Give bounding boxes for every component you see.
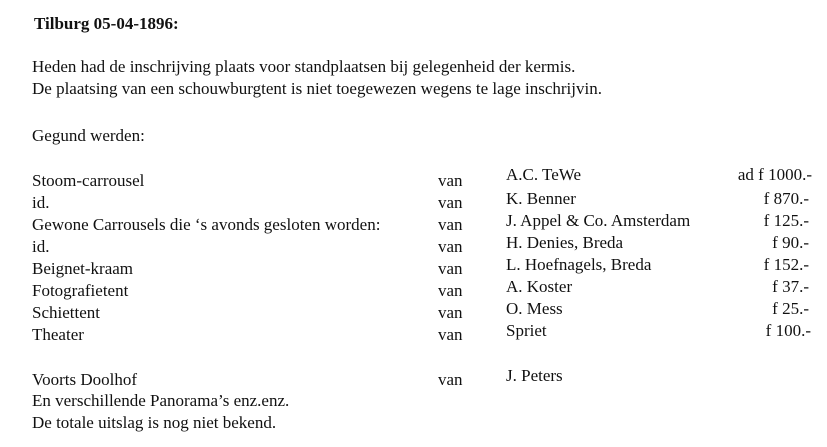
list-item — [0, 211, 827, 237]
van-label: van — [438, 370, 463, 389]
item-label: Voorts Doolhof — [32, 370, 137, 389]
item-label: Schiettent — [32, 303, 100, 322]
list-item — [0, 299, 827, 325]
list-item — [0, 255, 827, 281]
holder-name: A.C. TeWe — [506, 165, 582, 184]
amount: f 90.- — [772, 233, 809, 252]
holder-name: H. Denies, Breda — [506, 233, 624, 252]
item-label: Beignet-kraam — [32, 259, 134, 278]
amount: f 25.- — [772, 299, 809, 318]
list-item — [0, 277, 827, 303]
holder-name: K. Benner — [506, 189, 576, 208]
amount: f 152.- — [763, 255, 809, 274]
amount: f 870.- — [763, 189, 809, 208]
item-label: Fotografietent — [32, 281, 129, 300]
list-item-doolhof — [0, 366, 827, 392]
holder-name: J. Appel & Co. Amsterdam — [506, 211, 691, 230]
van-label: van — [438, 193, 463, 212]
holder-name: O. Mess — [506, 299, 563, 318]
intro-line-1: Heden had de inschrijving plaats voor standplaatsen bij gelegenheid der kermis. — [32, 57, 576, 76]
amount: f 125.- — [763, 211, 809, 230]
closing-line-2: De totale uitslag is nog niet bekend. — [32, 413, 277, 432]
list-item — [0, 321, 827, 347]
item-label: Stoom-carrousel — [32, 171, 145, 190]
item-label: id. — [32, 193, 50, 212]
amount: f 37.- — [772, 277, 809, 296]
van-label: van — [438, 281, 463, 300]
item-label: id. — [32, 237, 50, 256]
van-label: van — [438, 303, 463, 322]
closing-line-1: En verschillende Panorama’s enz.enz. — [32, 391, 290, 410]
intro-line-2: De plaatsing van een schouwburgtent is niet toegewezen wegens te lage inschrijvin. — [32, 79, 602, 98]
list-item — [0, 189, 827, 215]
van-label: van — [438, 237, 463, 256]
amount: ad f 1000.- — [737, 165, 812, 184]
van-label: van — [438, 325, 463, 344]
amount: f 100.- — [765, 321, 811, 340]
item-label: Theater — [32, 325, 84, 344]
holder-name: Spriet — [506, 321, 547, 340]
list-item — [0, 233, 827, 259]
item-label: Gewone Carrousels die ‘s avonds gesloten worden: — [32, 215, 381, 234]
van-label: van — [438, 215, 463, 234]
van-label: van — [438, 171, 463, 190]
document-title: Tilburg 05-04-1896: — [34, 14, 179, 33]
granted-heading: Gegund werden: — [32, 126, 145, 145]
holder-name: A. Koster — [506, 277, 573, 296]
van-label: van — [438, 259, 463, 278]
holder-name: J. Peters — [506, 366, 563, 385]
holder-name: L. Hoefnagels, Breda — [506, 255, 652, 274]
list-item — [0, 165, 827, 193]
